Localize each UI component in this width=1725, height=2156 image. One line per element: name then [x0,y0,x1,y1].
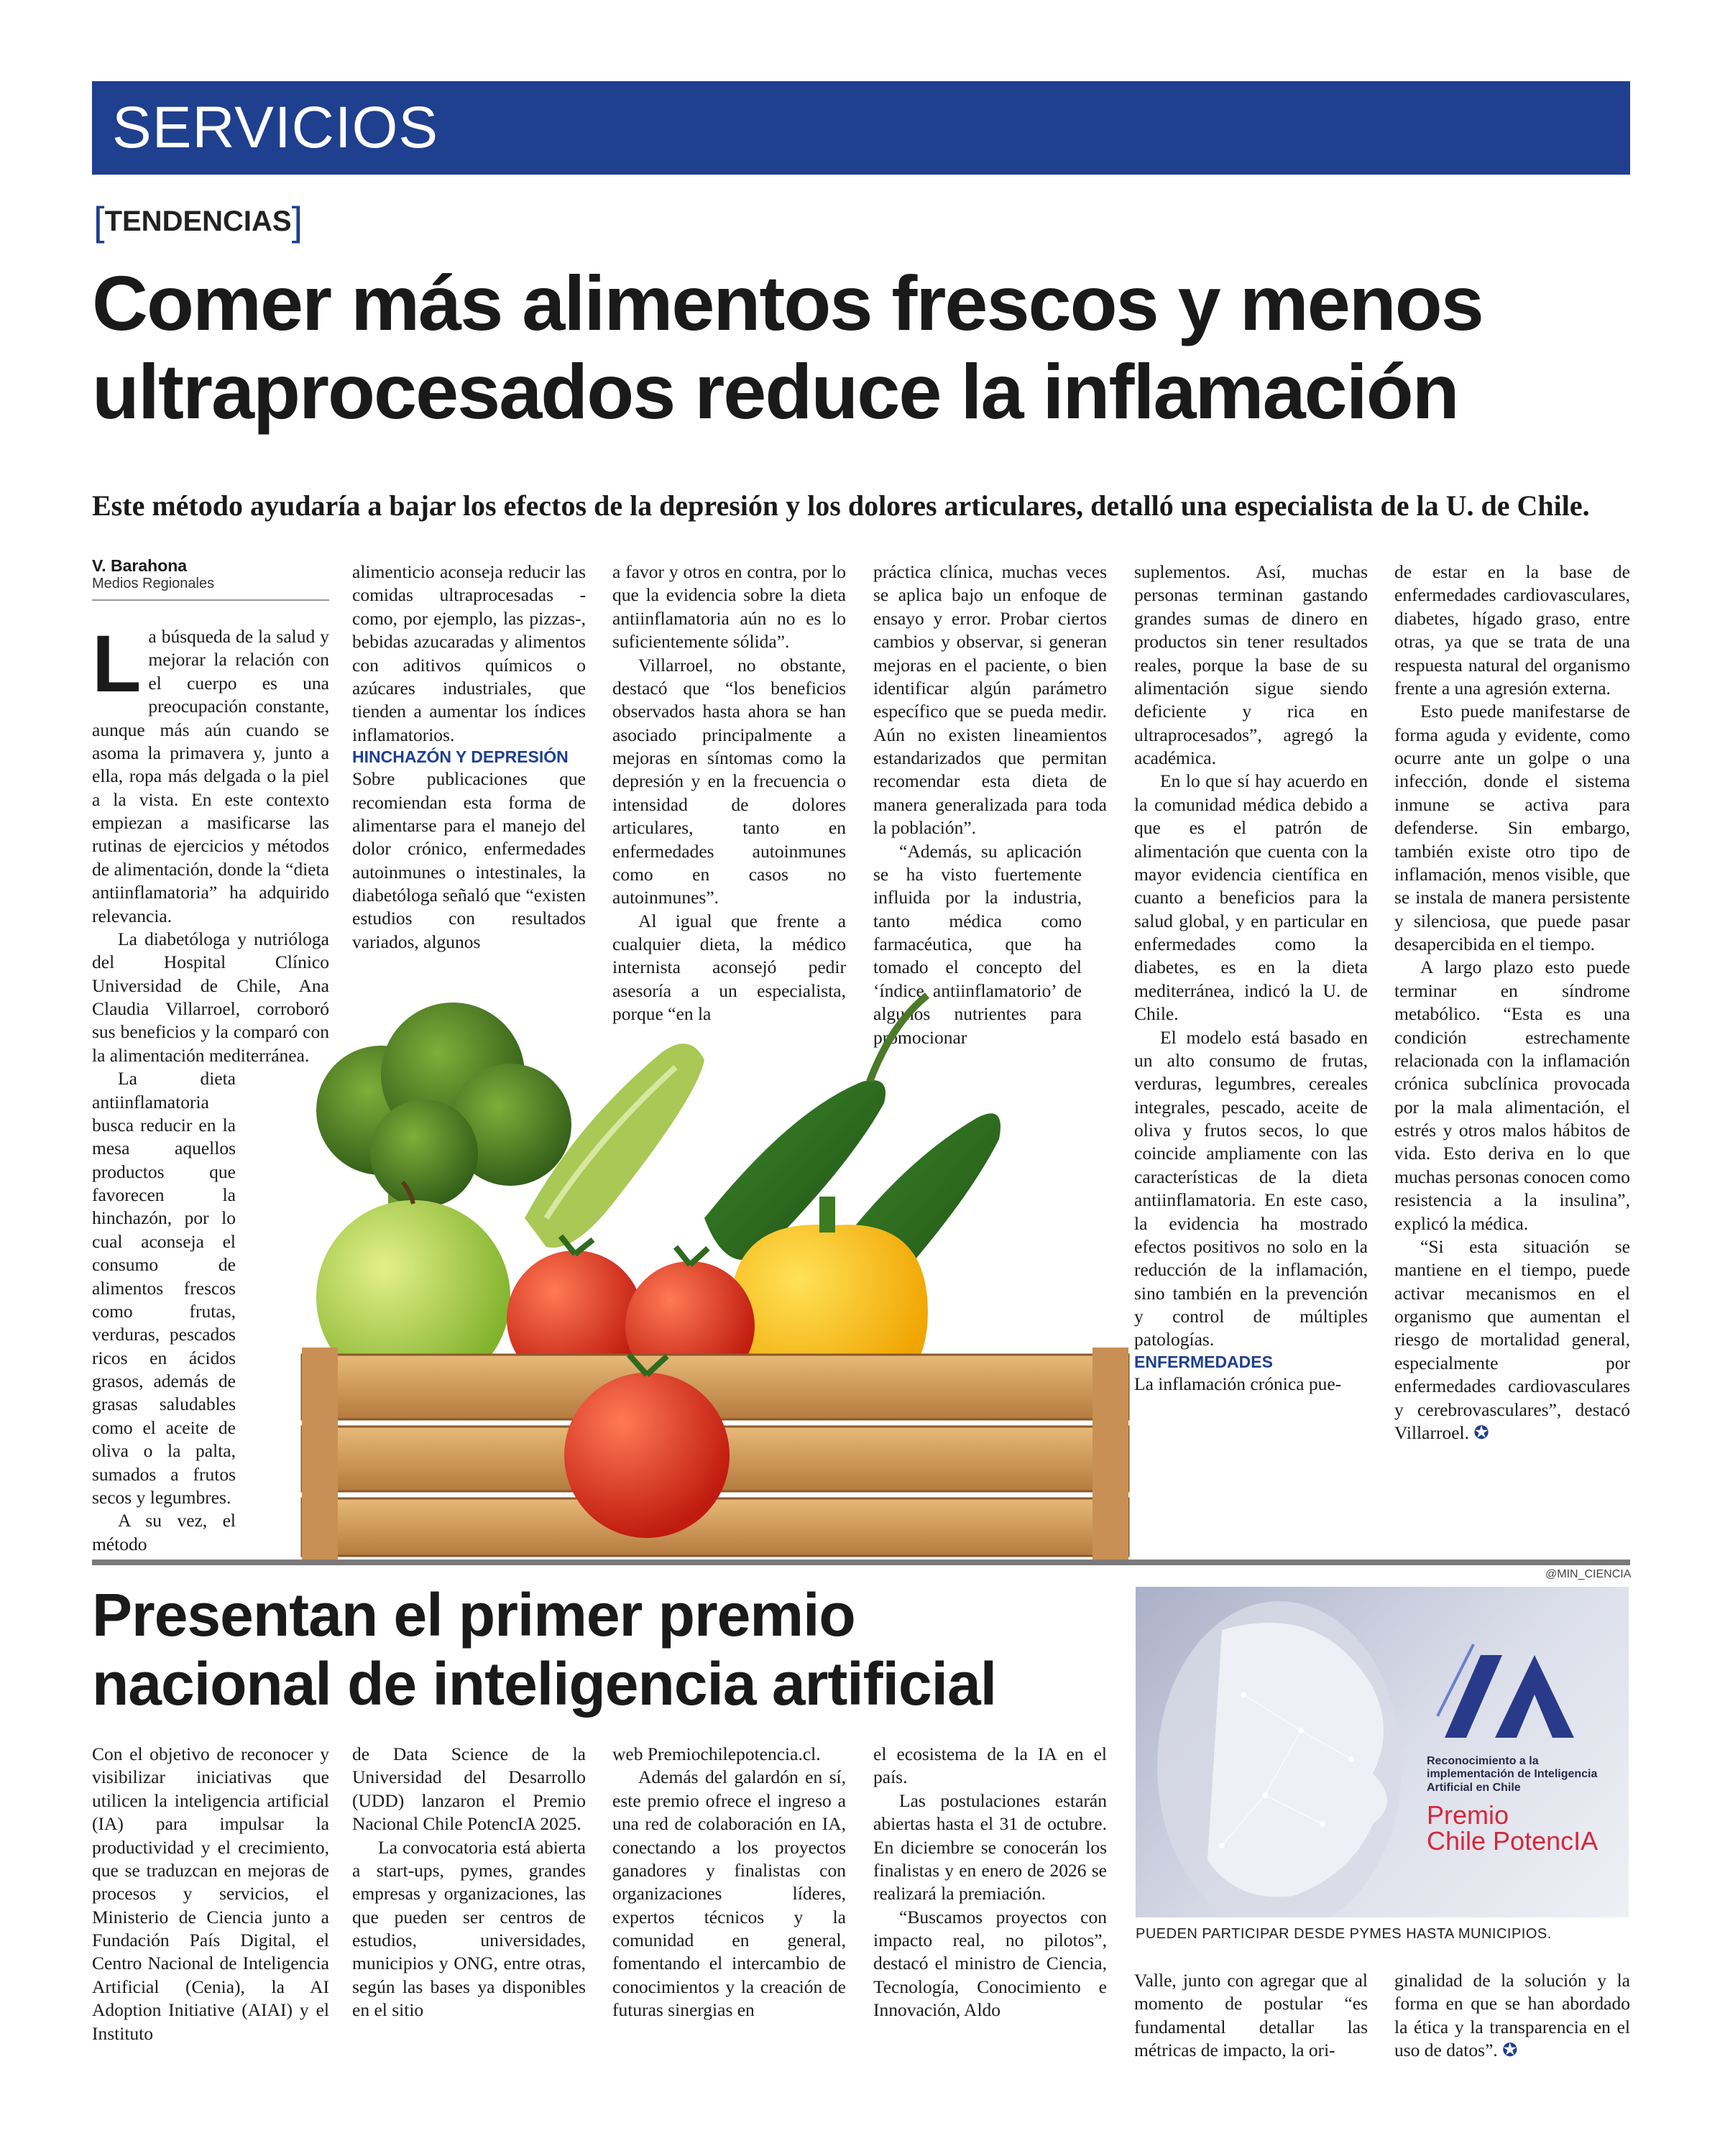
produce-crate-image [273,981,1157,1563]
paragraph: a favor y otros en contra, por lo que la evidencia sobre la dieta antiinflamatoria aún no es lo suficientemente sólida”. [612,561,846,653]
paragraph: La búsqueda de la salud y mejorar la relación con el cuerpo es una preocupación constante, aunque más aún cuando se asoma la primavera y, junto a ella, ropa más delgada o la piel a la vista. En este contexto empiezan a masificarse las rutinas de ejercicios y métodos de alimentación, donde la “dieta antiinflamatoria” ha adquirido relevancia. [92,619,329,926]
paragraph: El modelo está basado en un alto consumo de frutas, verduras, legumbres, cereales integrales, pescado, aceite de oliva y frutos secos, lo que coincide ampliamente con las características de la dieta antiinflamatoria. En este caso, la evidencia ha mostrado efectos positivos no solo en la reducción de la inflamación, sino también en la prevención y control de múltiples patologías. [1134,1026,1368,1350]
promo-tagline: Reconocimiento a la implementación de Inteligencia Artificial en Chile [1427,1755,1598,1794]
paragraph: La diabetóloga y nutrióloga del Hospital Clínico Universidad de Chile, Ana Claudia Villarroel, corroboró sus beneficios y la comparó con la alimentación mediterránea. [92,928,329,1066]
premio-promo-image [1136,1587,1629,1917]
paragraph: Con el objetivo de reconocer y visibilizar iniciativas que utilicen la inteligencia artificial (IA) para impulsar la productividad y el crecimiento, que se traduzcan en mejoras de procesos y servicios, el Ministerio de Ciencia junto a Fundación País Digital, el Centro Nacional de Inteligencia Artificial (Cenia), la AI Adoption Initiative (AIAI) y el Instituto [92,1743,329,2044]
photo-credit: @MIN_CIENCIA [1545,1568,1632,1580]
article2-column-6 [1394,1969,1630,2063]
article-column-6 [1394,561,1630,1445]
dropcap: L [92,619,142,709]
article2-column-5 [1134,1969,1368,2063]
article2-headline [92,1581,1098,1719]
end-mark-icon: ✪ [1502,2040,1518,2062]
byline [92,556,329,601]
paragraph: web Premiochilepotencia.cl. [612,1743,821,1764]
subhead: HINCHAZÓN Y DEPRESIÓN [352,747,569,766]
article-column-3 [612,561,846,1026]
paragraph: Además del galardón en sí, este premio ofrece el ingreso a una red de colaboración en IA, conectando a los proyectos ganadores y finalistas con organizaciones líderes, expertos técnicos y la comunidad en general, fomentando el intercambio de conocimientos y la creación de futuras sinergias en [612,1766,846,2021]
section-divider [92,1560,1630,1565]
article2-column-2 [352,1743,586,2022]
paragraph: de estar en la base de enfermedades cardiovasculares, diabetes, hígado graso, entre otras, ya que se trata de una respuesta natural del organismo frente a una agresión externa. [1394,561,1630,699]
article2-column-3 [612,1743,846,2022]
paragraph: suplementos. Así, muchas personas terminan gastando grandes sumas de dinero en productos sin tener resultados reales, porque la base de su alimentación sigue siendo deficiente y rica en ultraprocesados”, agregó la académica. [1134,561,1368,768]
paragraph: alimenticio aconseja reducir las comidas ultraprocesadas -como, por ejemplo, las pizzas-, bebidas azucaradas y alimentos con aditivos químicos o azúcares industriales, que tienden a aumentar los índices inflamatorios. [352,561,586,745]
paragraph: La inflamación crónica pue- [1134,1373,1342,1394]
promo-title-line-1: Premio [1427,1800,1509,1830]
image-caption: PUEDEN PARTICIPAR DESDE PYMES HASTA MUNICIPIOS. [1136,1926,1552,1942]
paragraph: La convocatoria está abierta a start-ups, pymes, grandes empresas y organizaciones, las que pueden ser centros de estudios, universidades, municipios y ONG, entre otras, según las bases ya disponibles en el sitio [352,1836,586,2021]
paragraph: Las postulaciones estarán abiertas hasta el 31 de octubre. En diciembre se conocerán los finalistas y en enero de 2026 se realizará la premiación. [873,1789,1107,1904]
article-headline [92,259,1637,436]
article2-column-4 [873,1743,1107,2022]
article-column-2 [352,561,586,954]
paragraph: el ecosistema de la IA en el país. [873,1743,1107,1788]
subhead: ENFERMEDADES [1134,1352,1273,1371]
paragraph: Esto puede manifestarse de forma aguda y evidente, como ocurre ante un golpe o una infección, donde el sistema inmune se activa para defenderse. Sin embargo, también existe otro tipo de inflamación, menos visible, que se instala de manera persistente y silenciosa, que puede pasar desapercibida en el tiempo. [1394,701,1630,954]
article-dek: Este método ayudaría a bajar los efectos de la depresión y los dolores articulares, detalló una especialista de la U. de Chile. [92,489,1590,522]
kicker [93,198,303,244]
headline-line-2: ultraprocesados reduce la inflamación [92,348,1458,436]
article-column-4 [873,561,1107,1049]
paragraph: ginalidad de la solución y la forma en que se han abordado la ética y la transparencia en el uso de datos”. ✪ [1394,1970,1630,2062]
kicker-label: TENDENCIAS [104,206,292,237]
paragraph: En lo que sí hay acuerdo en la comunidad médica debido a que es el patrón de alimentación que cuenta con la mayor evidencia científica en cuanto a beneficios para la salud global, y en particular en enfermedades como la diabetes, es en la dieta mediterránea, indicó la U. de Chile. [1134,770,1368,1025]
paragraph: “Buscamos proyectos con impacto real, no pilotos”, destacó el ministro de Ciencia, Tecnología, Conocimiento e Innovación, Aldo [873,1906,1107,2021]
paragraph: A su vez, el método [92,1510,236,1554]
ia-logo-icon [1438,1644,1574,1738]
paragraph: de Data Science de la Universidad del Desarrollo (UDD) lanzaron el Premio Nacional Chile PotencIA 2025. [352,1743,586,1835]
byline-name: V. Barahona [92,556,188,575]
promo-title [1427,1802,1598,1854]
paragraph: A largo plazo esto puede terminar en síndrome metabólico. “Esta es una condición estrechamente relacionada con la inflamación crónica subclínica provocada por la mala alimentación, el estrés y otros malos hábitos de vida. Esto deriva en lo que muchas personas conocen como resistencia a la insulina”, explicó la médica. [1394,957,1630,1234]
end-mark-icon: ✪ [1473,1422,1489,1444]
byline-org: Medios Regionales [92,576,215,591]
paragraph: Villarroel, no obstante, destacó que “los beneficios observados hasta ahora se han asociado principalmente a mejoras en síntomas como la depresión y en la frecuencia o intensidad de dolores articulares, tanto en enfermedades autoinmunes como en casos no autoinmunes”. [612,654,846,908]
paragraph: Sobre publicaciones que recomiendan esta forma de alimentarse para el manejo del dolor crónico, enfermedades autoinmunes o intestinales, la diabetóloga señaló que “existen estudios con resultados variados, algunos [352,768,586,952]
section-banner [92,81,1630,175]
ai-face-illustration [1136,1587,1629,1917]
article-column-5 [1134,561,1368,1396]
paragraph: “Además, su aplicación se ha visto fuertemente influida por la industria, tanto médica como farmacéutica, que ha tomado el concepto del ‘índice antiinflamatorio’ de algunos nutrientes para promocionar [873,840,1082,1048]
bracket-right-icon: ] [291,198,303,244]
paragraph: La dieta antiinflamatoria busca reducir en la mesa aquellos productos que favorecen la hinchazón, por lo cual aconseja el consumo de alimentos frescos como frutas, verduras, pescados ricos en ácidos grasos, además de grasas saludables como el aceite de oliva o la palta, sumados a frutos secos y legumbres. [92,1068,236,1508]
paragraph: Valle, junto con agregar que al momento de postular “es fundamental detallar las métricas de impacto, la ori- [1134,1970,1368,2061]
paragraph: Al igual que frente a cualquier dieta, la médico internista aconsejó pedir asesoría a un especialista, porque “en la [612,910,846,1025]
section-title: SERVICIOS [112,95,439,160]
promo-title-line-2: Chile PotencIA [1427,1826,1598,1856]
headline-line-1: Comer más alimentos frescos y menos [92,259,1483,346]
article2-column-1 [92,1743,329,2045]
headline2-line-2: nacional de inteligencia artificial [92,1649,997,1718]
headline2-line-1: Presentan el primer premio [92,1581,855,1649]
paragraph: “Si esta situación se mantiene en el tiempo, puede activar mecanismos en el organismo que aumentan el riesgo de mortalidad general, especialmente por enfermedades cardiovasculares y cerebrovasculares”, destacó Villarroel. ✪ [1394,1235,1630,1444]
bracket-left-icon: [ [93,198,105,244]
paragraph: práctica clínica, muchas veces se aplica bajo un enfoque de ensayo y error. Probar ciertos cambios y observar, si generan mejoras en el paciente, o bien identificar algún parámetro específico que se pueda medir. Aún no existen lineamientos estandarizados que permitan recomendar esta dieta de manera generalizada para toda la población”. [873,561,1107,839]
